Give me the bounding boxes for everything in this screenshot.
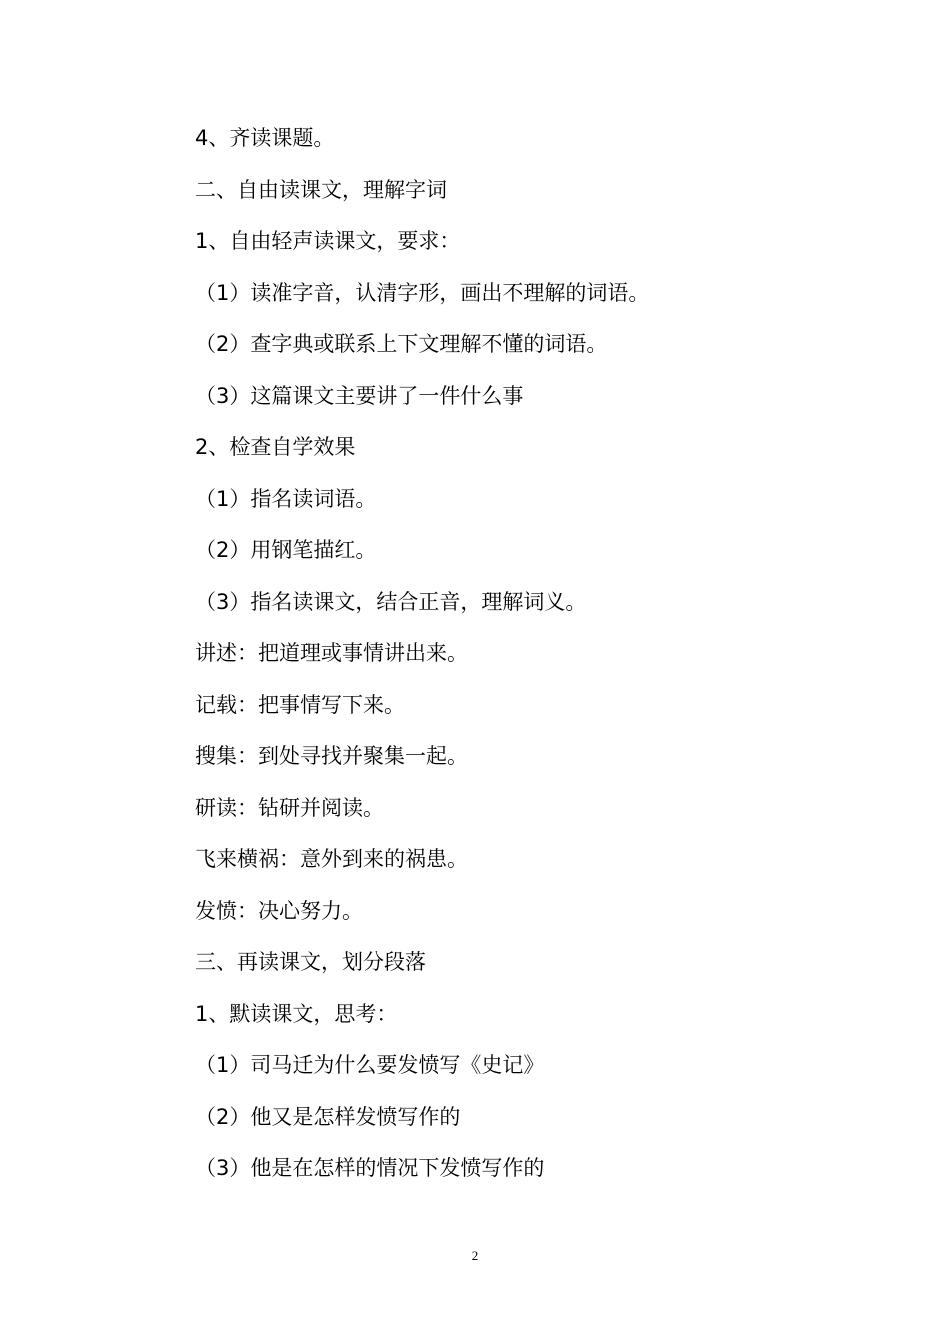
definition-line: 讲述：把道理或事情讲出来。 (195, 641, 468, 665)
text-line: （3）指名读课文，结合正音，理解词义。 (195, 589, 587, 614)
text-line: （2）用钢笔描红。 (195, 538, 377, 562)
text-line: （3）这篇课文主要讲了一件什么事 (195, 383, 524, 408)
text-line: 2、检查自学效果 (195, 435, 356, 459)
text-line: （1）读准字音，认清字形，画出不理解的词语。 (195, 280, 650, 305)
text-line: （2）查字典或联系上下文理解不懂的词语。 (195, 332, 608, 356)
page-number: 2 (471, 1248, 479, 1263)
text-line: 1、默读课文，思考： (195, 1001, 398, 1026)
section-heading: 三、再读课文，划分段落 (195, 950, 426, 974)
definition-line: 记载：把事情写下来。 (195, 692, 405, 717)
text-line: 1、自由轻声读课文，要求： (195, 229, 461, 253)
definition-line: 研读：钻研并阅读。 (195, 795, 384, 820)
definition-line: 发愤：决心努力。 (195, 898, 363, 923)
text-line: （1）司马迁为什么要发愤写《史记》 (195, 1053, 545, 1077)
definition-line: 飞来横祸：意外到来的祸患。 (195, 847, 468, 871)
document-body (195, 119, 895, 1201)
definition-line: 搜集：到处寻找并聚集一起。 (195, 744, 468, 768)
text-line: （3）他是在怎样的情况下发愤写作的 (195, 1156, 545, 1180)
text-line: （2）他又是怎样发愤写作的 (195, 1104, 461, 1129)
text-line: 4、齐读课题。 (195, 126, 335, 150)
text-line: （1）指名读词语。 (195, 486, 377, 511)
section-heading: 二、自由读课文，理解字词 (195, 177, 447, 202)
